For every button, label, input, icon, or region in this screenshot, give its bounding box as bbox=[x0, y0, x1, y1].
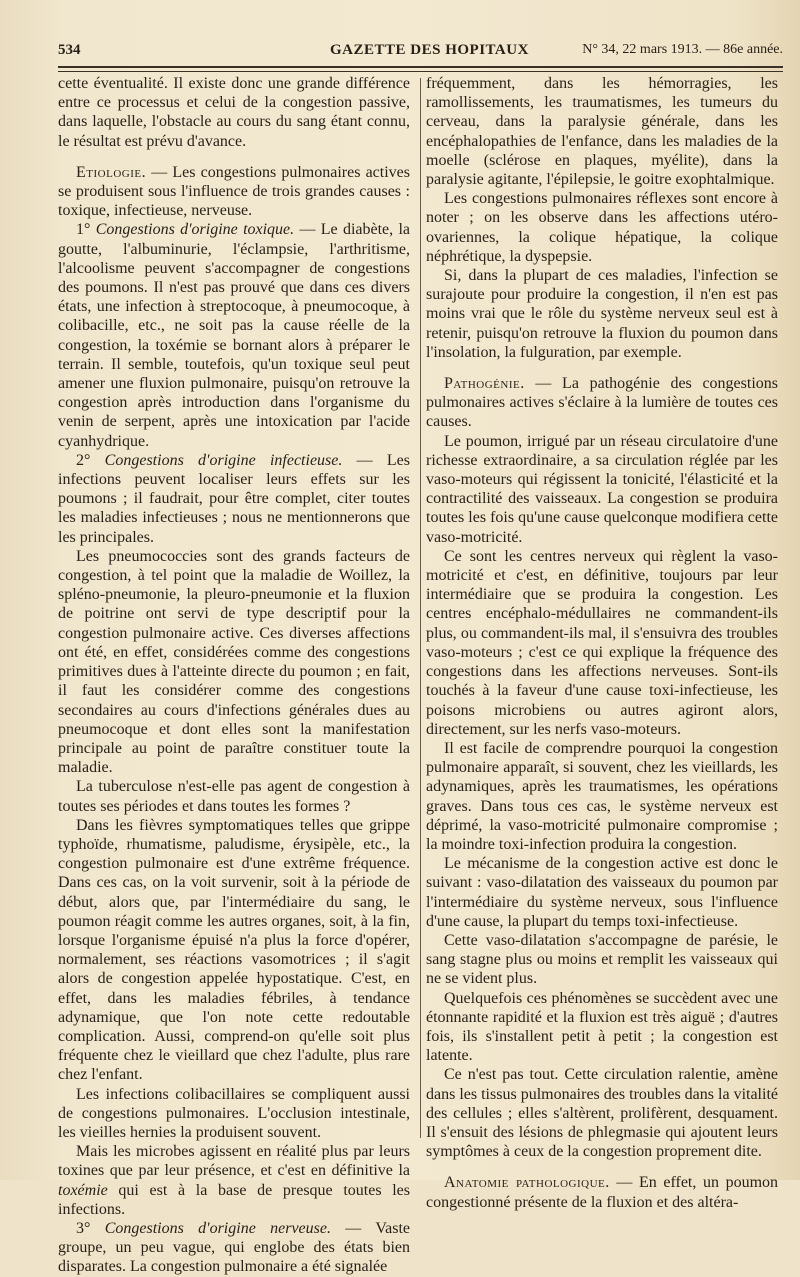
section-heading: Etiologie. bbox=[76, 163, 147, 181]
paragraph bbox=[58, 547, 410, 777]
paragraph bbox=[58, 163, 410, 221]
paragraph bbox=[426, 74, 778, 189]
paragraph bbox=[58, 1219, 410, 1277]
paragraph-text: — Les infections peuvent localiser leurs effets sur les poumons ; il faudrait, pour être complet, citer toutes les maladies infectieuses ; nous ne mentionnerons que les principales. bbox=[58, 451, 411, 546]
paragraph-text: Dans les fièvres symptomatiques telles que grippe typhoïde, rhumatisme, paludisme, érysipèle, etc., la congestion pulmonaire est d'une extrême fréquence. Dans ces cas, on la voit survenir, soit à la période de début, alors que, par l'intermédiaire du sang, le poumon réagit comme les autres organes, soit, à la fin, lorsque l'organisme épuisé n'a plus la force d'opérer, normalement, ses réactions vasomotrices ; il s'agit alors de congestion appelée hypostatique. C'est, en effet, dans les maladies fébriles, à tendance adynamique, que l'on note cette redoutable complication. Aussi, comprend-on qu'elle soit plus fréquente chez le vieillard que chez l'adulte, plus rare chez l'enfant. bbox=[58, 816, 410, 1084]
paragraph bbox=[426, 432, 778, 547]
paragraph bbox=[426, 547, 778, 739]
paragraph-text: Les congestions pulmonaires réflexes sont encore à noter ; on les observe dans les affections utéro-ovariennes, la colique hépatique, la colique néphrétique, la dyspepsie. bbox=[426, 190, 778, 265]
paragraph bbox=[58, 1142, 410, 1219]
paragraph-text: qui est à la base de presque toutes les infections. bbox=[58, 1181, 410, 1218]
paragraph bbox=[426, 1173, 778, 1211]
paragraph bbox=[426, 189, 778, 266]
paragraph-text: Mais les microbes agissent en réalité plus par leurs toxines que par leur présence, et c'est en définitive la bbox=[58, 1143, 410, 1180]
paragraph-text: — En effet, un poumon congestionné présente de la fluxion et des altéra- bbox=[426, 1174, 779, 1211]
paragraph bbox=[58, 451, 410, 547]
header-rule bbox=[58, 66, 783, 68]
list-number: 2° bbox=[76, 451, 105, 469]
paragraph-text: Il est facile de comprendre pourquoi la congestion pulmonaire apparaît, si souvent, chez les vieillards, les adynamiques, après les traumatismes, les opérations graves. Dans tous ces cas, le système nerveux est déprimé, la vaso-motricité pulmonaire compromise ; la moindre toxi-infection produira la congestion. bbox=[426, 739, 778, 853]
paragraph bbox=[426, 1065, 778, 1161]
paragraph bbox=[426, 989, 778, 1066]
list-number: 1° bbox=[76, 221, 96, 239]
column-divider bbox=[420, 78, 421, 1138]
paragraph bbox=[426, 854, 778, 931]
paragraph-text: fréquemment, dans les hémorragies, les ramollissements, les traumatismes, les tumeurs du cerveau, dans la paralysie générale, dans les encéphalopathies de l'enfance, dans les maladies de la moelle (sclérose en plaques, myélite), dans la paralysie agitante, l'épilepsie, le goitre exophtalmique. bbox=[426, 75, 778, 189]
paragraph-text: Le poumon, irrigué par un réseau circulatoire d'une richesse extraordinaire, a sa circulation réglée par les vaso-moteurs qui régissent la tonicité, l'élasticité et la contractilité des vaisseaux. La congestion se produira toutes les fois qu'une cause quelconque modifiera cette vaso-motricité. bbox=[426, 432, 778, 546]
paragraph-text: Quelquefois ces phénomènes se succèdent avec une étonnante rapidité et la fluxion est très aiguë ; d'autres fois, ils s'installent petit à petit ; la congestion est latente. bbox=[426, 989, 778, 1065]
paragraph bbox=[426, 374, 778, 432]
paragraph bbox=[58, 777, 410, 815]
subsection-heading: Congestions d'origine infectieuse. bbox=[104, 451, 343, 469]
emphasis-text: toxémie bbox=[58, 1181, 108, 1199]
paragraph-text: Les pneumococcies sont des grands facteurs de congestion, à tel point que la maladie de Woillez, la spléno-pneumonie, la pleuro-pneumonie et la fluxion de poitrine ont servi de type descriptif pour la congestion pulmonaire active. Ces diverses affections ont été, en effet, considérées comme des congestions primitives dues à l'atteinte directe du poumon ; en fait, il faut les considérer comme des congestions secondaires au cours d'infections générales dues au pneumocoque et dont elles sont la manifestation principale au point de paraître constituer toute la maladie. bbox=[58, 547, 410, 777]
section-heading: Anatomie pathologique. bbox=[444, 1174, 610, 1192]
paragraph bbox=[426, 739, 778, 854]
section-heading: Pathogénie. bbox=[444, 375, 525, 393]
paragraph-text: Ce n'est pas tout. Cette circulation ralentie, amène dans les tissus pulmonaires des troubles dans la vitalité des cellules ; elles s'altèrent, prolifèrent, desquament. Il s'ensuit des lésions de phlegmasie qui ajoutent leurs symptômes à ceux de la congestion proprement dite. bbox=[426, 1066, 778, 1161]
paragraph bbox=[426, 931, 778, 989]
paragraph-text: Les infections colibacillaires se compliquent aussi de congestions pulmonaires. L'occlusion intestinale, les vieilles hernies la produisent souvent. bbox=[58, 1085, 410, 1141]
paragraph-text: Le mécanisme de la congestion active est donc le suivant : vaso-dilatation des vaisseaux du poumon par l'intermédiaire du système nerveux, sous l'influence d'une cause, la plupart du temps toxi-infectieuse. bbox=[426, 855, 778, 930]
paragraph-text: Cette vaso-dilatation s'accompagne de parésie, le sang stagne plus ou moins et remplit les vaisseaux qui ne se vident plus. bbox=[426, 931, 778, 988]
paragraph-text: La tuberculose n'est-elle pas agent de congestion à toutes ses périodes et dans toutes les formes ? bbox=[58, 778, 410, 815]
paragraph bbox=[426, 266, 778, 362]
paragraph-text: — Les congestions pulmonaires actives se produisent sous l'influence de trois grandes causes : toxique, infectieuse, nerveuse. bbox=[58, 163, 410, 220]
paragraph-text: — La pathogénie des congestions pulmonaires actives s'éclaire à la lumière de toutes ces causes. bbox=[426, 375, 778, 431]
subsection-heading: Congestions d'origine nerveuse. bbox=[104, 1219, 331, 1237]
paragraph-text: Ce sont les centres nerveux qui règlent la vaso-motricité et c'est, en définitive, toujours par leur intermédiaire que se produira la congestion. Les centres encéphalo-médullaires ne commandent-ils plus, ou commandent-ils mal, il s'ensuivra des troubles vaso-moteurs ; c'est ce qui explique la fréquence des congestions dans les affections nerveuses. Sont-ils touchés à la faveur d'une cause toxi-infectieuse, les poisons microbiens ou autres agiront alors, directement, sur les nerfs vaso-moteurs. bbox=[426, 547, 778, 738]
paragraph-text: Si, dans la plupart de ces maladies, l'infection se surajoute pour produire la congestion, il n'en est pas moins vrai que le rôle du système nerveux seul est à retenir, puisqu'on retrouve la fluxion du poumon dans l'insolation, la fulguration, par exemple. bbox=[426, 267, 778, 361]
paragraph bbox=[58, 816, 410, 1085]
header-rule-thin bbox=[58, 71, 783, 72]
issue-info: N° 34, 22 mars 1913. — 86e année. bbox=[582, 42, 783, 57]
page-number: 534 bbox=[58, 42, 81, 58]
paragraph-text: cette éventualité. Il existe donc une grande différence entre ce processus et celui de la congestion passive, dans laquelle, l'obstacle au cours du sang étant connu, le résultat est prévu d'avance. bbox=[58, 75, 410, 150]
page-header bbox=[58, 38, 783, 64]
paragraph bbox=[58, 220, 410, 450]
left-column bbox=[58, 74, 410, 1277]
journal-title: GAZETTE DES HOPITAUX bbox=[330, 42, 529, 58]
right-column bbox=[426, 74, 778, 1212]
list-number: 3° bbox=[76, 1219, 105, 1237]
paragraph-text: — Le diabète, la goutte, l'albuminurie, l'éclampsie, l'arthritisme, l'alcoolisme peuvent s'accompagner de congestions des poumons. Il n'est pas prouvé que dans ces divers états, une infection à streptocoque, à pneumocoque, à colibacille, etc., ne soit pas la cause réelle de la congestion, la toxémie se bornant alors à préparer le terrain. Il semble, toutefois, qu'un toxique seul peut amener une fluxion pulmonaire, puisqu'on retrouve la congestion après introduction dans l'organisme du venin de serpent, après une intoxication par l'acide cyanhydrique. bbox=[58, 221, 410, 450]
paragraph bbox=[58, 1085, 410, 1143]
subsection-heading: Congestions d'origine toxique. bbox=[95, 221, 295, 239]
paragraph bbox=[58, 74, 410, 151]
paragraph-text: — Vaste groupe, un peu vague, qui englobe des états bien disparates. La congestion pulmonaire a été signalée bbox=[58, 1219, 410, 1276]
